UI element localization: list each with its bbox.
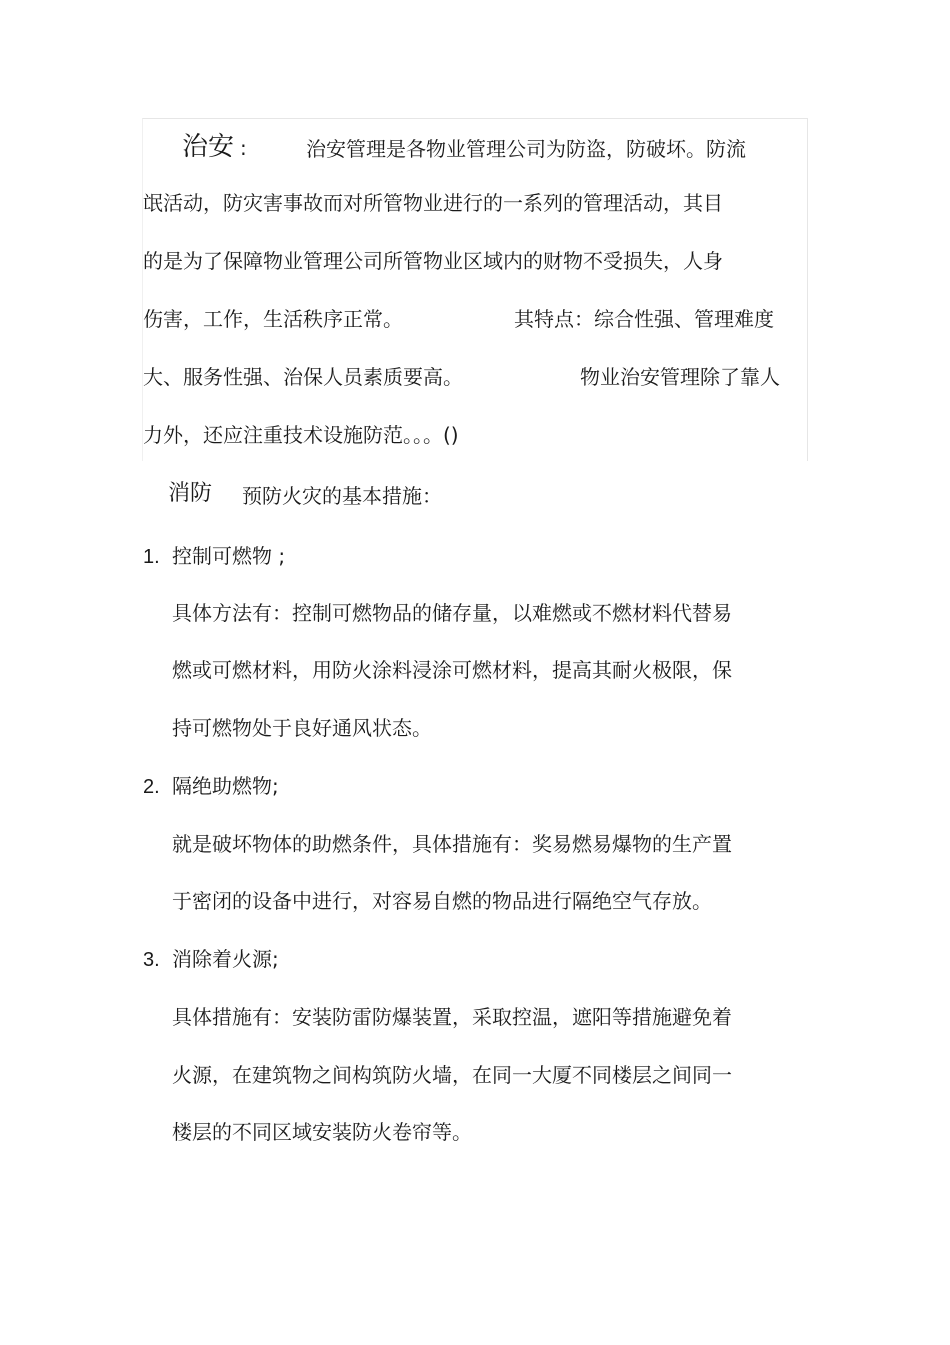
fire-item-1 — [143, 544, 285, 569]
security-paragraph-line: 治安管理是各物业管理公司为防盗，防破坏。防流 — [306, 137, 746, 161]
list-item-title: 消除着火源; — [172, 947, 279, 971]
security-heading: 治安 : — [182, 132, 247, 162]
list-item-text: 燃或可燃材料，用防火涂料浸涂可燃材料，提高其耐火极限，保 — [172, 658, 732, 682]
security-section-frame — [142, 118, 808, 461]
security-paragraph-line: 氓活动，防灾害事故而对所管物业进行的一系列的管理活动，其目 — [143, 191, 723, 215]
security-features-text: 其特点：综合性强、管理难度 — [514, 307, 774, 331]
security-paragraph-line: 物业治安管理除了靠人 — [580, 365, 780, 389]
list-item-text: 持可燃物处于良好通风状态。 — [172, 716, 432, 740]
fire-heading: 消防 — [168, 481, 213, 506]
list-item-text: 于密闭的设备中进行，对容易自燃的物品进行隔绝空气存放。 — [172, 889, 712, 913]
list-item-title: 控制可燃物 ; — [172, 544, 286, 568]
security-paragraph-line: 伤害，工作，生活秩序正常。 — [143, 307, 403, 331]
list-item-text: 火源，在建筑物之间构筑防火墙，在同一大厦不同楼层之间同一 — [172, 1063, 732, 1087]
list-number: 1. — [143, 546, 160, 568]
list-item-text: 就是破坏物体的助燃条件，具体措施有：奖易燃易爆物的生产置 — [172, 832, 732, 856]
fire-item-3 — [143, 947, 279, 972]
list-number: 3. — [143, 949, 160, 971]
list-item-title: 隔绝助燃物; — [172, 774, 279, 798]
fire-intro: 预防火灾的基本措施： — [242, 484, 442, 508]
security-paragraph-line: 大、服务性强、治保人员素质要高。 — [143, 365, 463, 389]
list-number: 2. — [143, 776, 160, 798]
security-paragraph-line: 的是为了保障物业管理公司所管物业区域内的财物不受损失，人身 — [143, 249, 723, 273]
fire-item-2 — [143, 774, 279, 799]
list-item-text: 楼层的不同区域安装防火卷帘等。 — [172, 1120, 472, 1144]
list-item-text: 具体措施有：安装防雷防爆装置，采取控温，遮阳等措施避免着 — [172, 1005, 732, 1029]
security-paragraph-line: 力外，还应注重技术设施防范。。。() — [143, 423, 459, 447]
list-item-text: 具体方法有：控制可燃物品的储存量，以难燃或不燃材料代替易 — [172, 601, 732, 625]
